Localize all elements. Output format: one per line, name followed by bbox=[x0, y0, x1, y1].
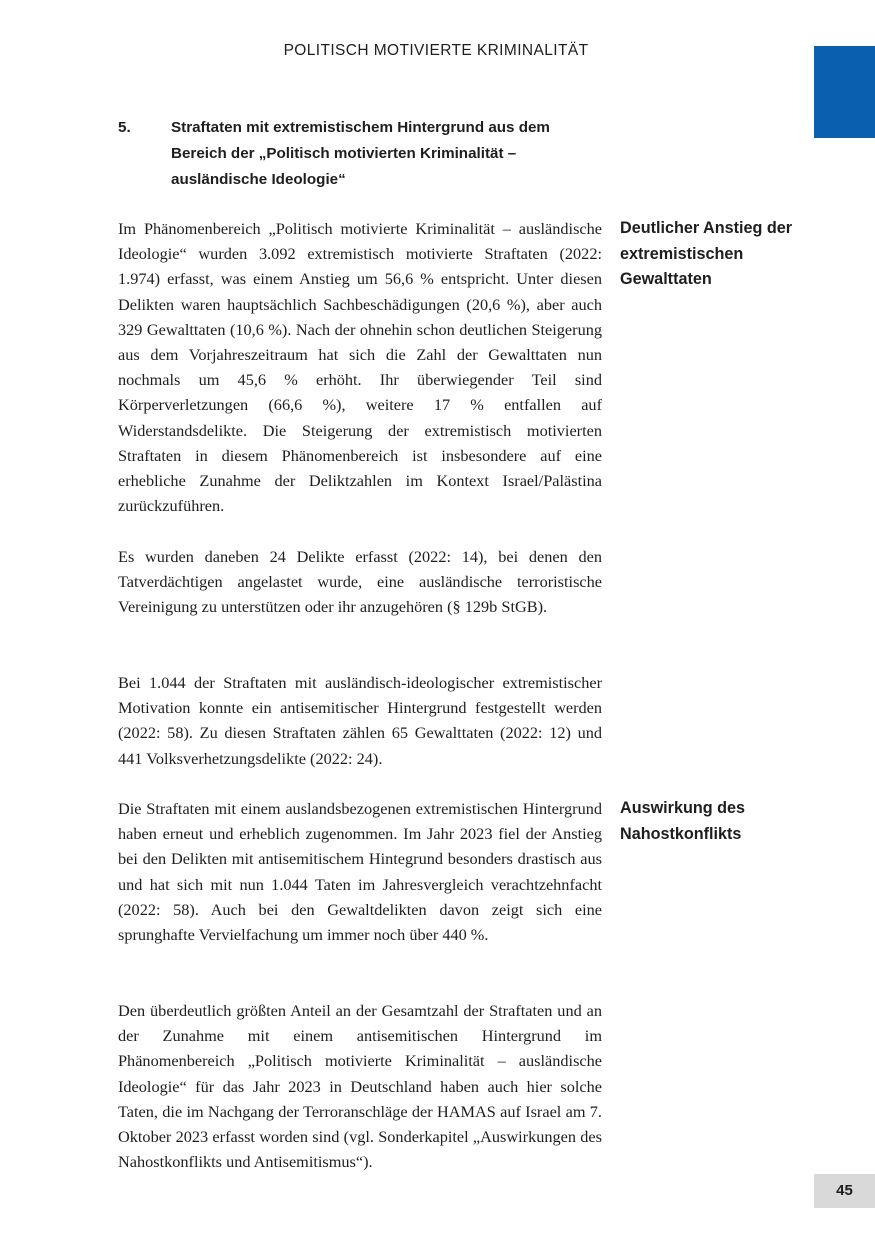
margin-note-middle-east-conflict: Auswirkung des Nahostkonflikts bbox=[620, 799, 746, 843]
running-header: POLITISCH MOTIVIERTE KRIMINALITÄT bbox=[283, 42, 589, 59]
paragraph: Bei 1.044 der Straftaten mit ausländisch-ideologischer extremistischer Motivation konnte ein antisemitischer Hintergrund festgestellt werden (2022: 58). Zu diesen Straftaten zählen 65 Gewalttaten (2022: 12) und 441 Volksverhetzungsdelikte (2022: 24). bbox=[118, 673, 602, 768]
margin-note-violence-increase: Deutlicher Anstieg der extremistischen Gewalttaten bbox=[620, 219, 793, 288]
paragraph: Es wurden daneben 24 Delikte erfasst (2022: 14), bei denen den Tatverdächtigen angelastet wurde, eine ausländische terroristische Vereinigung zu unterstützen oder ihr anzugehören (§ 129b StGB). bbox=[118, 547, 602, 617]
paragraph-3-block bbox=[118, 670, 602, 771]
paragraph: Im Phänomenbereich „Politisch motivierte Kriminalität – ausländische Ideologie“ wurden 3.092 extremistisch motivierte Straftaten (2022: 1.974) erfasst, was einem Anstieg um 56,6 % entspricht. Unter diesen Delikten waren hauptsächlich Sachbeschädigungen (20,6 %), aber auch 329 Gewalttaten (10,6 %). Nach der ohnehin schon deutlichen Steigerung aus dem Vorjahreszeitraum hat sich die Zahl der Gewalttaten nun nochmals um 45,6 % erhöht. Ihr überwiegender Teil sind Körperverletzungen (66,6 %), weitere 17 % entfallen auf Widerstandsdelikte. Die Steigerung der extremistisch motivierten Straftaten in diesem Phänomenbereich ist insbesondere auf eine erhebliche Zunahme der Deliktzahlen im Kontext Israel/Palästina zurückzuführen. bbox=[118, 219, 602, 516]
paragraph-2-block bbox=[118, 544, 602, 620]
page-number: 45 bbox=[814, 1174, 875, 1208]
section-title: Straftaten mit extremistischem Hintergrund aus dem Bereich der „Politisch motivierten Kriminalität – ausländische Ideologie“ bbox=[171, 119, 550, 188]
paragraph: Die Straftaten mit einem auslandsbezogenen extremistischen Hintergrund haben erneut und erheblich zugenommen. Im Jahr 2023 fiel der Anstieg bei den Delikten mit antisemitischem Hintegrund besonders drastisch aus und hat sich mit nun 1.044 Taten im Jahresvergleich verachtzehnfacht (2022: 58). Auch bei den Gewaltdelikten davon zeigt sich eine sprunghafte Vervielfachung um immer noch über 440 %. bbox=[118, 799, 602, 945]
chapter-color-tab bbox=[814, 46, 875, 138]
paragraph: Den überdeutlich größten Anteil an der Gesamtzahl der Straftaten und an der Zunahme mit einem antisemitischen Hintergrund im Phänomenbereich „Politisch motivierte Kriminalität – ausländische Ideologie“ für das Jahr 2023 in Deutschland haben auch hier solche Taten, die im Nachgang der Terroranschläge der HAMAS auf Israel am 7. Oktober 2023 erfasst worden sind (vgl. Sonderkapitel „Auswirkungen des Nahostkonflikts und Antisemitismus“). bbox=[118, 1001, 602, 1172]
paragraph-4-block bbox=[118, 796, 602, 947]
section-heading bbox=[118, 115, 598, 193]
paragraph-5-block bbox=[118, 998, 602, 1174]
paragraph-1-block bbox=[118, 216, 602, 518]
section-number: 5. bbox=[118, 119, 131, 136]
